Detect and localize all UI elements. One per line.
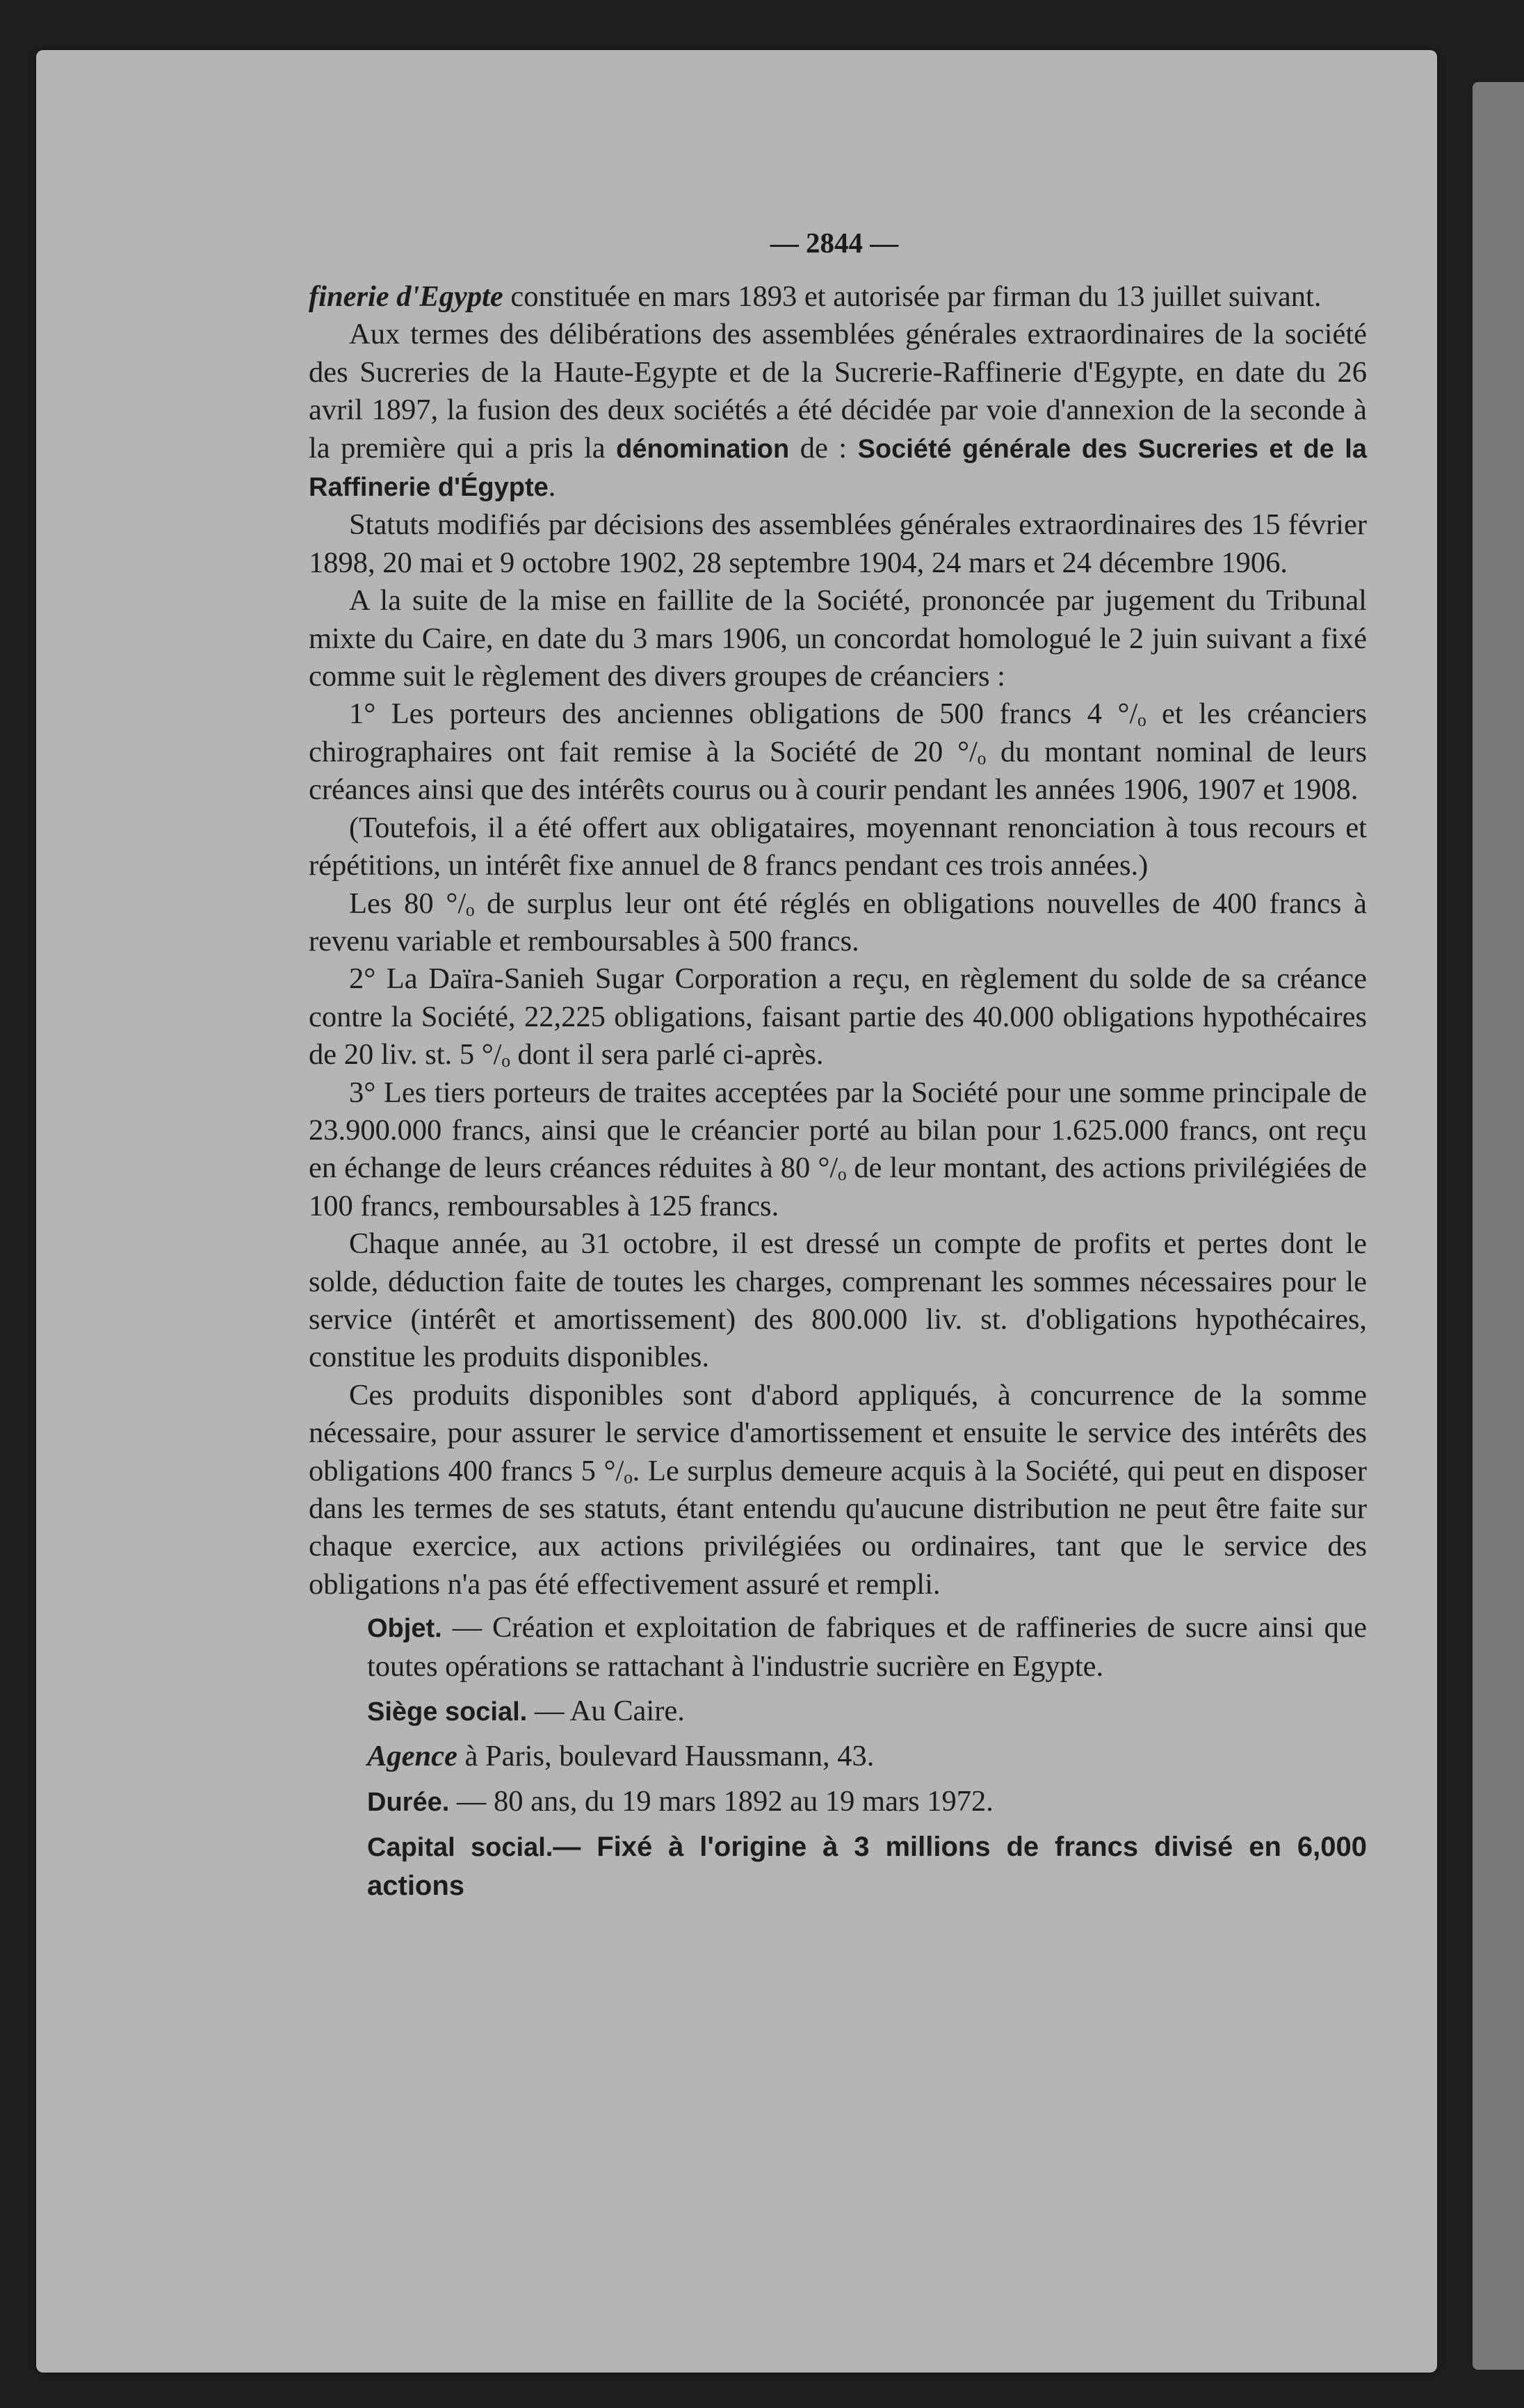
rubric-text: — Création et exploitation de fabriques et de raffineries de sucre ainsi que toutes opérations se rattachant à l'industrie sucrière en Egypte.	[367, 1611, 1367, 1683]
rubric-text: — Fixé à l'origine à 3 millions de francs divisé en 6,000 actions	[367, 1832, 1367, 1901]
bold-term: dénomination	[616, 434, 790, 464]
paragraph: Statuts modifiés par décisions des assemblées générales extraordinaires des 15 février 1898, 20 mai et 9 octobre 1902, 28 septembre 1904, 24 mars et 24 décembre 1906.	[309, 508, 1367, 579]
rubric-label: Siège social.	[367, 1697, 528, 1727]
rubric-text: — Au Caire.	[527, 1695, 685, 1728]
paragraph: 1° Les porteurs des anciennes obligations de 500 francs 4 °/ₒ et les créanciers chirographaires ont fait remise à la Société de 20 °/ₒ du montant nominal de leurs créances ainsi que des intérêts courus ou à courir pendant les années 1906, 1907 et 1908.	[309, 697, 1367, 807]
rubric-label: Capital social.	[367, 1833, 553, 1863]
rubric-agence	[309, 1738, 1367, 1775]
paragraph-text: constituée en mars 1893 et autorisée par firman du 13 juillet suivant.	[503, 280, 1322, 313]
paragraph: 2° La Daïra-Sanieh Sugar Corporation a reçu, en règlement du solde de sa créance contre la Société, 22,225 obligations, faisant partie des 40.000 obligations hypothécaires de 20 liv. st. 5 °/ₒ dont il sera parlé ci-après.	[309, 962, 1367, 1072]
emphasis: finerie d'Egypte	[309, 280, 503, 313]
paragraph-text: de :	[789, 431, 858, 464]
rubric-label: Objet.	[367, 1614, 442, 1644]
rubric-label: Durée.	[367, 1787, 450, 1817]
paragraph	[309, 278, 1367, 316]
paragraph: Les 80 °/ₒ de surplus leur ont été réglés en obligations nouvelles de 400 francs à revenu variable et remboursables à 500 francs.	[309, 887, 1367, 957]
paragraph: A la suite de la mise en faillite de la Société, prononcée par jugement du Tribunal mixte du Caire, en date du 3 mars 1906, un concordat homologué le 2 juin suivant a fixé comme suit le règlement des divers groupes de créanciers :	[309, 584, 1367, 693]
paragraph: (Toutefois, il a été offert aux obligataires, moyennant renonciation à tous recours et répétitions, un intérêt fixe annuel de 8 francs pendant ces trois années.)	[309, 811, 1367, 882]
paragraph-text: Aux termes des délibérations des assemblées générales extraordinaires de la société des Sucreries de la Haute-Egypte et de la Sucrerie-Raffinerie d'Egypte, en date du 26 avril 1897, la fusion des deux sociétés a été décidée par voie d'annexion de la seconde à la première qui a pris la	[309, 318, 1367, 464]
rubric-siege	[309, 1692, 1367, 1731]
paragraph: Ces produits disponibles sont d'abord appliqués, à concurrence de la somme nécessaire, pour assurer le service d'amortissement et ensuite le service des intérêts des obligations 400 francs 5 °/ₒ. Le surplus demeure acquis à la Société, qui peut en disposer dans les termes de ses statuts, étant entendu qu'aucune distribution ne peut être faite sur chaque exercice, aux actions privilégiées ou ordinaires, tant que le service des obligations n'a pas été effectivement assuré et rempli.	[309, 1378, 1367, 1601]
page-number: — 2844 —	[770, 227, 899, 259]
paragraph: 3° Les tiers porteurs de traites acceptées par la Société pour une somme principale de 23.900.000 francs, ainsi que le créancier porté au bilan pour 1.625.000 francs, ont reçu en échange de leurs créances réduites à 80 °/ₒ de leur montant, des actions privilégiées de 100 francs, remboursables à 125 francs.	[309, 1076, 1367, 1222]
paragraph	[309, 316, 1367, 506]
paragraph: Chaque année, au 31 octobre, il est dressé un compte de profits et pertes dont le solde, déduction faite de toutes les charges, comprenant les sommes nécessaires pour le service (intérêt et amortissement) des 800.000 liv. st. d'obligations hypothécaires, constitue les produits disponibles.	[309, 1227, 1367, 1374]
rubric-duree	[309, 1783, 1367, 1821]
company-name: Société générale des Sucreries et de la Raffinerie d'Égypte	[309, 434, 1367, 503]
rubric-text: — 80 ans, du 19 mars 1892 au 19 mars 1972.	[449, 1784, 994, 1818]
rubric-objet	[309, 1609, 1367, 1686]
page-body	[309, 278, 1367, 1905]
rubric-text: à Paris, boulevard Haussmann, 43.	[457, 1740, 875, 1773]
paragraph-text: .	[548, 470, 556, 503]
rubric-label: Agence	[367, 1740, 457, 1773]
rubric-capital	[309, 1828, 1367, 1905]
adjacent-page-edge	[1473, 82, 1524, 2370]
